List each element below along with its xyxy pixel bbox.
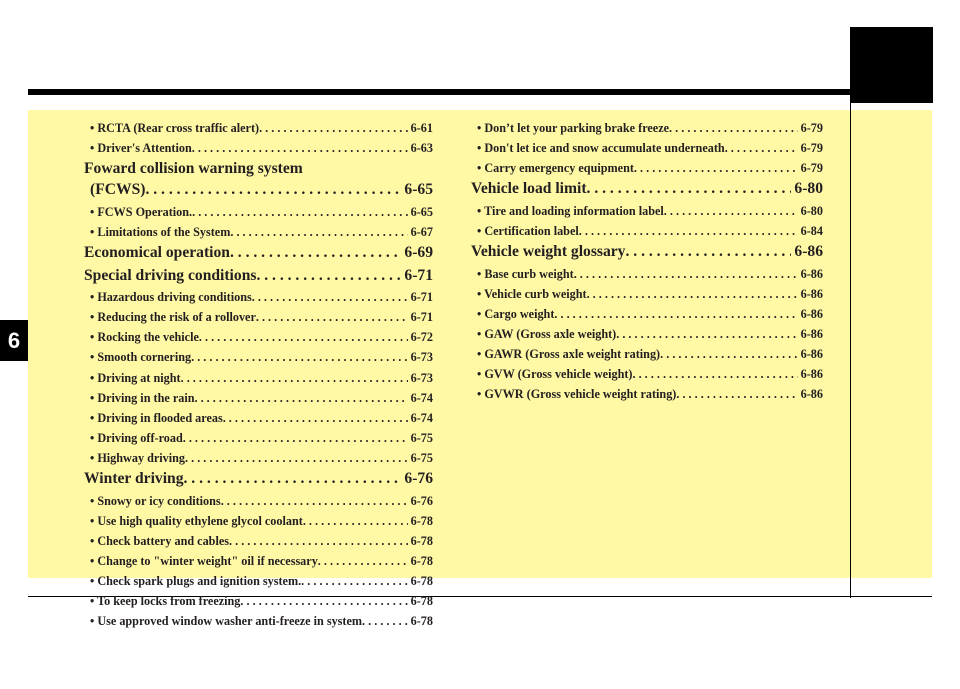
- toc-subentry-driving-in-flooded-areas[interactable]: [84, 408, 433, 428]
- page-number: 6-86: [800, 326, 823, 341]
- page-number: 6-71: [404, 266, 433, 284]
- toc-subentry-use-approved-window-washer-anti-freeze-in-system[interactable]: [84, 611, 433, 631]
- dot-leader: [183, 428, 408, 448]
- toc-subentry-vehicle-curb-weight[interactable]: [471, 284, 823, 304]
- dot-leader: [229, 531, 408, 551]
- page-number: 6-86: [800, 347, 823, 362]
- dot-leader: [574, 264, 798, 284]
- toc-subentry-driving-at-night[interactable]: [84, 368, 433, 388]
- page-number: 6-76: [410, 493, 433, 508]
- toc-subentry-don-t-let-ice-and-snow-accumulate-underneath[interactable]: [471, 138, 823, 158]
- page-number: 6-86: [800, 387, 823, 402]
- page-number: 6-69: [404, 243, 433, 261]
- dot-leader: [240, 591, 407, 611]
- toc-subentry-certification-label[interactable]: [471, 221, 823, 241]
- entry-label: • Driving at night: [90, 370, 181, 385]
- toc-subentry-rcta-rear-cross-traffic-alert[interactable]: [84, 118, 433, 138]
- page-number: 6-74: [410, 410, 433, 425]
- page-number: 6-67: [410, 224, 433, 239]
- entry-label: • FCWS Operation.: [90, 204, 193, 219]
- entry-label: Vehicle weight glossary: [471, 243, 626, 261]
- dot-leader: [362, 611, 408, 631]
- toc-subentry-carry-emergency-equipment[interactable]: [471, 158, 823, 178]
- page-number: 6-75: [410, 430, 433, 445]
- entry-label: • Tire and loading information label: [477, 203, 664, 218]
- page-number: 6-75: [410, 450, 433, 465]
- page-number: 6-79: [800, 141, 823, 156]
- page-number: 6-78: [410, 573, 433, 588]
- dot-leader: [579, 221, 798, 241]
- page-number: 6-78: [410, 614, 433, 629]
- toc-heading-vehicle-weight-glossary[interactable]: [471, 241, 823, 264]
- page-number: 6-86: [800, 367, 823, 382]
- dot-leader: [303, 511, 408, 531]
- entry-label: • RCTA (Rear cross traffic alert): [90, 121, 260, 135]
- margin-panel: [851, 110, 932, 578]
- entry-label: • Carry emergency equipment: [477, 161, 634, 176]
- page-number: 6-73: [410, 350, 433, 365]
- entry-label: • Hazardous driving conditions: [90, 290, 252, 305]
- entry-label: • Don’t let your parking brake freeze: [477, 121, 670, 135]
- entry-label: • To keep locks from freezing: [90, 594, 241, 609]
- toc-subentry-change-to-winter-weight-oil-if-necessary[interactable]: [84, 551, 433, 571]
- toc-subentry-driver-s-attention[interactable]: [84, 138, 433, 158]
- entry-label: • Limitations of the System: [90, 224, 231, 239]
- toc-subentry-snowy-or-icy-conditions[interactable]: [84, 491, 433, 511]
- entry-label: • GAWR (Gross axle weight rating): [477, 347, 661, 362]
- dot-leader: [632, 364, 797, 384]
- chapter-tab: [850, 27, 933, 103]
- entry-label: • Check spark plugs and ignition system.: [90, 573, 302, 588]
- entry-label: • GVW (Gross vehicle weight): [477, 367, 633, 382]
- entry-label: • Rocking the vehicle: [90, 330, 199, 345]
- dot-leader: [194, 388, 407, 408]
- toc-subentry-reducing-the-risk-of-a-rollover[interactable]: [84, 307, 433, 327]
- entry-label: • Driving in flooded areas: [90, 410, 223, 425]
- page-number: 6-86: [800, 306, 823, 321]
- toc-left-column: [84, 118, 433, 631]
- entry-label: Vehicle load limit: [471, 180, 587, 198]
- dot-leader: [301, 571, 407, 591]
- page-number: 6-73: [410, 370, 433, 385]
- entry-label: • Cargo weight: [477, 306, 555, 321]
- dot-leader: [318, 551, 408, 571]
- page-number: 6-86: [800, 266, 823, 281]
- page-number: 6-79: [800, 161, 823, 176]
- entry-label: • Vehicle curb weight: [477, 286, 587, 301]
- entry-label: • GAW (Gross axle weight): [477, 326, 617, 341]
- dot-leader: [676, 384, 797, 404]
- entry-label: • Snowy or icy conditions: [90, 493, 221, 508]
- dot-leader: [625, 241, 791, 264]
- page-number: 6-79: [800, 121, 823, 135]
- entry-label: Special driving conditions: [84, 266, 257, 284]
- dot-leader: [192, 202, 408, 222]
- toc-subentry-to-keep-locks-from-freezing[interactable]: [84, 591, 433, 611]
- entry-label: • Base curb weight: [477, 266, 574, 281]
- dot-leader: [587, 178, 792, 201]
- entry-label: • Check battery and cables: [90, 533, 230, 548]
- dot-leader: [634, 158, 798, 178]
- toc-subentry-check-spark-plugs-and-ignition-system[interactable]: [84, 571, 433, 591]
- page-number: 6-78: [410, 594, 433, 609]
- dot-leader: [664, 201, 798, 221]
- dot-leader: [256, 307, 408, 327]
- toc-subentry-fcws-operation[interactable]: [84, 202, 433, 222]
- top-rule: [28, 89, 850, 95]
- page-number: 6-80: [794, 180, 823, 198]
- toc-subentry-smooth-cornering[interactable]: [84, 347, 433, 367]
- page-number: 6-65: [410, 204, 433, 219]
- toc-subentry-gawr-gross-axle-weight-rating[interactable]: [471, 344, 823, 364]
- dot-leader: [199, 327, 408, 347]
- toc-subentry-gaw-gross-axle-weight[interactable]: [471, 324, 823, 344]
- entry-label: • Use high quality ethylene glycol coolant: [90, 513, 303, 528]
- toc-heading-vehicle-load-limit[interactable]: [471, 178, 823, 201]
- dot-leader: [192, 138, 408, 158]
- toc-right-column: [471, 118, 823, 404]
- toc-subentry-use-high-quality-ethylene-glycol-coolant[interactable]: [84, 511, 433, 531]
- dot-leader: [184, 468, 402, 491]
- dot-leader: [252, 287, 408, 307]
- toc-subentry-base-curb-weight[interactable]: [471, 264, 823, 284]
- dot-leader: [221, 491, 408, 511]
- entry-label: • Reducing the risk of a rollover: [90, 310, 256, 325]
- page-number: 6-65: [404, 181, 433, 199]
- dot-leader: [554, 304, 797, 324]
- page-number: 6-78: [410, 533, 433, 548]
- dot-leader: [660, 344, 798, 364]
- entry-label: • Driving in the rain: [90, 390, 195, 405]
- page-number: 6-86: [800, 286, 823, 301]
- toc-subentry-limitations-of-the-system[interactable]: [84, 222, 433, 242]
- dot-leader: [145, 179, 401, 202]
- chapter-number-tab: 6: [0, 320, 28, 361]
- toc-heading-winter-driving[interactable]: [84, 468, 433, 491]
- toc-subentry-driving-in-the-rain[interactable]: [84, 388, 433, 408]
- toc-heading-special-driving-conditions[interactable]: [84, 265, 433, 288]
- toc-heading-economical-operation[interactable]: [84, 242, 433, 265]
- toc-subentry-tire-and-loading-information-label[interactable]: [471, 201, 823, 221]
- dot-leader: [587, 284, 798, 304]
- dot-leader: [256, 265, 401, 288]
- page-number: 6-84: [800, 223, 823, 238]
- entry-label: • Certification label: [477, 223, 579, 238]
- dot-leader: [181, 368, 408, 388]
- entry-label: • Don't let ice and snow accumulate underneath: [477, 141, 725, 156]
- entry-label: • Highway driving: [90, 450, 186, 465]
- dot-leader: [191, 347, 408, 367]
- page-number: 6-72: [410, 330, 433, 345]
- entry-label: • GVWR (Gross vehicle weight rating): [477, 387, 677, 402]
- dot-leader: [616, 324, 797, 344]
- toc-subentry-driving-off-road[interactable]: [84, 428, 433, 448]
- page-number: 6-71: [410, 290, 433, 305]
- page-number: 6-63: [410, 141, 433, 156]
- entry-label: (FCWS): [90, 181, 146, 199]
- dot-leader: [230, 222, 407, 242]
- page-number: 6-78: [410, 553, 433, 568]
- page-number: 6-80: [800, 203, 823, 218]
- page-number: 6-76: [404, 470, 433, 487]
- dot-leader: [223, 408, 408, 428]
- entry-label: • Smooth cornering: [90, 350, 192, 365]
- toc-subentry-rocking-the-vehicle[interactable]: [84, 327, 433, 347]
- page-number: 6-78: [410, 513, 433, 528]
- entry-label: Economical operation: [84, 243, 230, 261]
- toc-subentry-gvw-gross-vehicle-weight[interactable]: [471, 364, 823, 384]
- toc-subentry-check-battery-and-cables[interactable]: [84, 531, 433, 551]
- page-number: 6-86: [794, 243, 823, 261]
- toc-subentry-gvwr-gross-vehicle-weight-rating[interactable]: [471, 384, 823, 404]
- toc-subentry-cargo-weight[interactable]: [471, 304, 823, 324]
- toc-heading-foward-collision-warning-system[interactable]: Foward collision warning system: [84, 160, 303, 178]
- entry-label: • Change to "winter weight" oil if necessary: [90, 553, 318, 568]
- toc-subentry-hazardous-driving-conditions[interactable]: [84, 287, 433, 307]
- page-number: 6-61: [410, 121, 433, 135]
- entry-label: Winter driving: [84, 470, 184, 487]
- dot-leader: [725, 138, 798, 158]
- dot-leader: [669, 118, 798, 138]
- page-number: 6-71: [410, 310, 433, 325]
- entry-label: • Driving off-road: [90, 430, 183, 445]
- page-number: 6-74: [410, 390, 433, 405]
- toc-subentry-don-t-let-your-parking-brake-freeze[interactable]: [471, 118, 823, 138]
- toc-subentry-highway-driving[interactable]: [84, 448, 433, 468]
- dot-leader: [230, 242, 401, 265]
- toc-heading-fcws[interactable]: [84, 179, 433, 202]
- dot-leader: [259, 118, 408, 138]
- entry-label: • Use approved window washer anti-freeze in system: [90, 614, 363, 629]
- entry-label: • Driver's Attention: [90, 141, 192, 156]
- dot-leader: [185, 448, 408, 468]
